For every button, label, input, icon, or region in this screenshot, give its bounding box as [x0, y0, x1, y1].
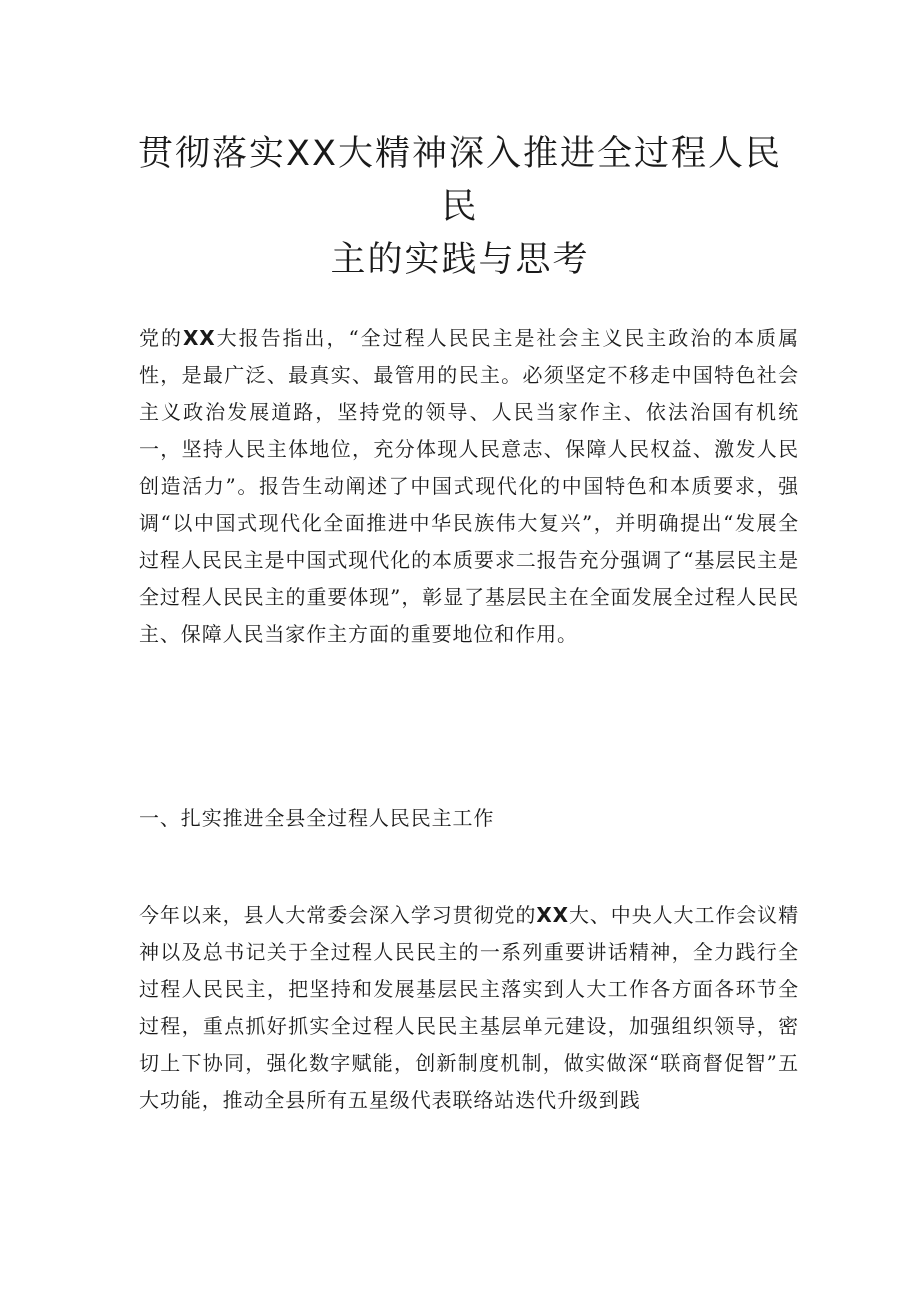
section-heading-1: 一、扎实推进全县全过程人民民主工作	[139, 806, 495, 830]
paragraph-section-1-lead: 今年以来，县人大常委会深入学习贯彻党的	[139, 903, 537, 927]
document-title	[120, 128, 800, 287]
title-line-1: 贯彻落实XX大精神深入推进全过程人民民	[138, 134, 782, 227]
paragraph-section-1	[139, 897, 799, 1119]
paragraph-intro	[139, 320, 799, 653]
paragraph-section-1-body: 大、中央人大工作会议精神以及总书记关于全过程人民民主的一系列重要讲话精神，全力践行全过程人民民主，把坚持和发展基层民主落实到人大工作各方面各环节全过程，重点抓好抓实全过程人民民主基层单元建设，加强组织领导，密切上下协同，强化数字赋能，创新制度机制，做实做深“联商督促智”五大功能，推动全县所有五星级代表联络站迭代升级到践	[139, 903, 799, 1112]
paragraph-section-1-bold: XX	[536, 903, 569, 927]
title-line-2: 主的实践与思考	[330, 240, 590, 280]
paragraph-intro-body: 大报告指出，“全过程人民民主是社会主义民主政治的本质属性，是最广泛、最真实、最管用的民主。必须坚定不移走中国特色社会主义政治发展道路，坚持党的领导、人民当家作主、依法治国有机统一，坚持人民主体地位，充分体现人民意志、保障人民权益、激发人民创造活力”。报告生动阐述了中国式现代化的中国特色和本质要求，强调“以中国式现代化全面推进中华民族伟大复兴”，并明确提出“发展全过程人民民主是中国式现代化的本质要求二报告充分强调了“基层民主是全过程人民民主的重要体现”，彰显了基层民主在全面发展全过程人民民主、保障人民当家作主方面的重要地位和作用。	[139, 326, 799, 646]
paragraph-intro-lead: 党的	[139, 326, 183, 350]
paragraph-intro-bold: XX	[182, 326, 216, 350]
